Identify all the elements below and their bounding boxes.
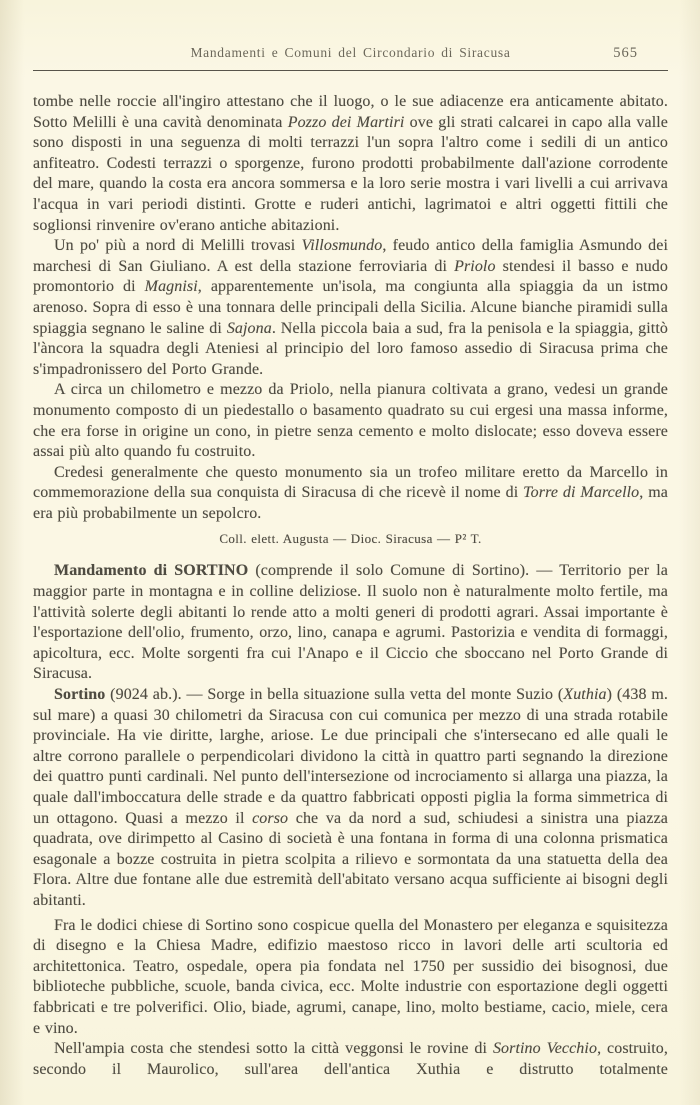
text-run: stendesi il basso e nudo promontorio di [33, 257, 668, 296]
note-collegio-diocesi [33, 530, 668, 548]
text-run: (comprende il solo Comune di Sortino). — Territorio per la maggior parte in montagna e in colline deliziose. Il suolo non è naturalmente molto fertile, ma l'attività solerte degli abitanti lo rende atto a molti generi di prodotti agrari. Assai importante è l'esportazione dell'olio, frumento, orzo, lino, canapa e agrumi. Pastorizia e vendita di formaggi, apicoltura, ecc. Molte sorgenti fra cui l'Anapo e il Ciccio che sboccano nel Porto Grande di Siracusa. [33, 562, 669, 683]
text-run: Magnisi [144, 278, 198, 296]
text-run: corso [252, 809, 289, 827]
text-run: A circa un chilometro e mezzo da Priolo, nella pianura coltivata a grano, vedesi un grande monumento composto di un piedestallo o basamento quadrato su cui ergesi una massa informe, che era forse in origine un cono, in pietre senza cemento e molto dislocate; esso doveva essere assai più alto quando fu costruito. [33, 381, 668, 461]
text-run: Mandamento di SORTINO [54, 562, 249, 580]
text-run: Nell'ampia costa che stendesi sotto la città veggonsi le rovine di [54, 1040, 493, 1058]
header-rule [33, 70, 668, 71]
running-title: Mandamenti e Comuni del Circondario di Siracusa [190, 45, 511, 60]
text-run: , ma era più probabilmente un sepolcro. [33, 484, 668, 522]
text-run: Priolo [454, 257, 496, 275]
text-run: ) (438 m. sul mare) a quasi 30 chilometri da Siracusa con cui comunica per mezzo di una strada rotabile provinciale. Ha vie diritte, larghe, ariose. Le due principali che s'intersecano ed alle quali le altre corrono parallele o perpendicolari dividono la città in quattro parti segnando la direzione dei quattro punti cardinali. Nel punto dell'intersezione od incrociamento si allarga una piazza, la quale dall'imboccatura delle strade e da quattro fabbricati opposti piglia la forma simmetrica di un ottagono. Quasi a mezzo il [33, 686, 668, 827]
paragraph-sortino-vecchio [33, 1039, 668, 1080]
paragraph-monumento [33, 380, 668, 462]
text-run: Pozzo dei Martiri [287, 113, 405, 131]
text-run: Torre di Marcello [523, 484, 640, 502]
paragraph-torre-di-marcello [33, 463, 668, 525]
text-run: Coll. elett. Augusta — Dioc. Siracusa — P² T. [219, 531, 482, 547]
text-run: tombe nelle roccie all'ingiro attestano che il luogo, o le sue adiacenze era anticamente abitato. Sotto Melilli è una cavità denominata [33, 93, 668, 131]
text-run: Sortino [54, 686, 106, 704]
text-run: . Nella piccola baia a sud, fra la penisola e la spiaggia, gittò l'àncora la squadra degli Ateniesi al principio del loro famoso assedio di Siracusa prima che s'impadronissero del Porto Grande. [33, 319, 668, 378]
text-run: Un po' più a nord di Melilli trovasi [54, 237, 302, 255]
page-number: 565 [613, 45, 638, 61]
text-run: Villosmundo [301, 237, 383, 255]
paragraph-melilli-continuation [33, 92, 668, 236]
text-run: , apparentemente un'isola, ma congiunta alla spiaggia da un istmo arenoso. Sopra di esso è una tonnara delle principali della Sicilia. Alcune bianche piramidi sulla spiaggia segnano le saline di [33, 278, 669, 337]
text-run: Xuthia [563, 686, 607, 704]
page-body [33, 92, 668, 1080]
text-run: che va da nord a sud, schiudesi a sinistra una piazza quadrata, ove dirimpetto al Casino di società è una fontana in forma di una colonna prismatica esagonale a bozze costruita in pietra scolpita a rilievo e sormontata da una statuetta della dea Flora. Altre due fontane alle due estremità dell'abitato versano acqua sufficiente ai bisogni degli abitanti. [33, 809, 668, 909]
page-header [33, 0, 668, 61]
text-run: (9024 ab.). — Sorge in bella situazione sulla vetta del monte Suzio ( [105, 686, 564, 704]
text-run: Fra le dodici chiese di Sortino sono cospicue quella del Monastero per eleganza e squisitezza di disegno e la Chiesa Madre, edifizio maestoso ricco in lavori delle arti scultoria ed architettonica. Teatro, ospedale, opera pia fondata nel 1750 per sussidio dei bisognosi, due biblioteche pubbliche, scuole, banda civica, ecc. Molte industrie con esportazione degli oggetti fabbricati e tre polverifici. Olio, biade, agrumi, canape, lino, molto bestiame, cacio, miele, cera e vino. [33, 916, 668, 1037]
paragraph-mandamento-sortino [33, 561, 668, 685]
text-run: , costruito, secondo il Maurolico, sull'area dell'antica Xuthia e distrutto totalmente [33, 1040, 669, 1078]
text-run: , feudo antico della famiglia Asmundo dei marchesi di San Giuliano. A est della stazione ferroviaria di [33, 237, 668, 275]
text-run: ove gli strati calcarei in capo alla valle sono disposti in una seguenza di molti terrazzi l'un sopra l'altro come i sedili di un antico anfiteatro. Codesti terrazzi o sporgenze, furono prodotti probabilmente dall'azione corrodente del mare, quando la costa era ancora sommersa e la loro serie mostra i vari livelli a cui arrivava l'acqua in vari periodi distinti. Grotte e ruderi antichi, lagrimatoi e altri oggetti fittili che soglionsi rinvenire ov'erano antiche abitazioni. [33, 113, 668, 234]
text-run: Sortino Vecchio [492, 1040, 598, 1058]
text-run: Sajona [226, 319, 272, 337]
paragraph-villosmundo-magnisi [33, 236, 668, 380]
paragraph-chiese-industrie [33, 916, 668, 1040]
paragraph-sortino [33, 685, 668, 912]
text-run: Credesi generalmente che questo monumento sia un trofeo militare eretto da Marcello in commemorazione della sua conquista di Siracusa di che ricevè il nome di [33, 463, 668, 502]
